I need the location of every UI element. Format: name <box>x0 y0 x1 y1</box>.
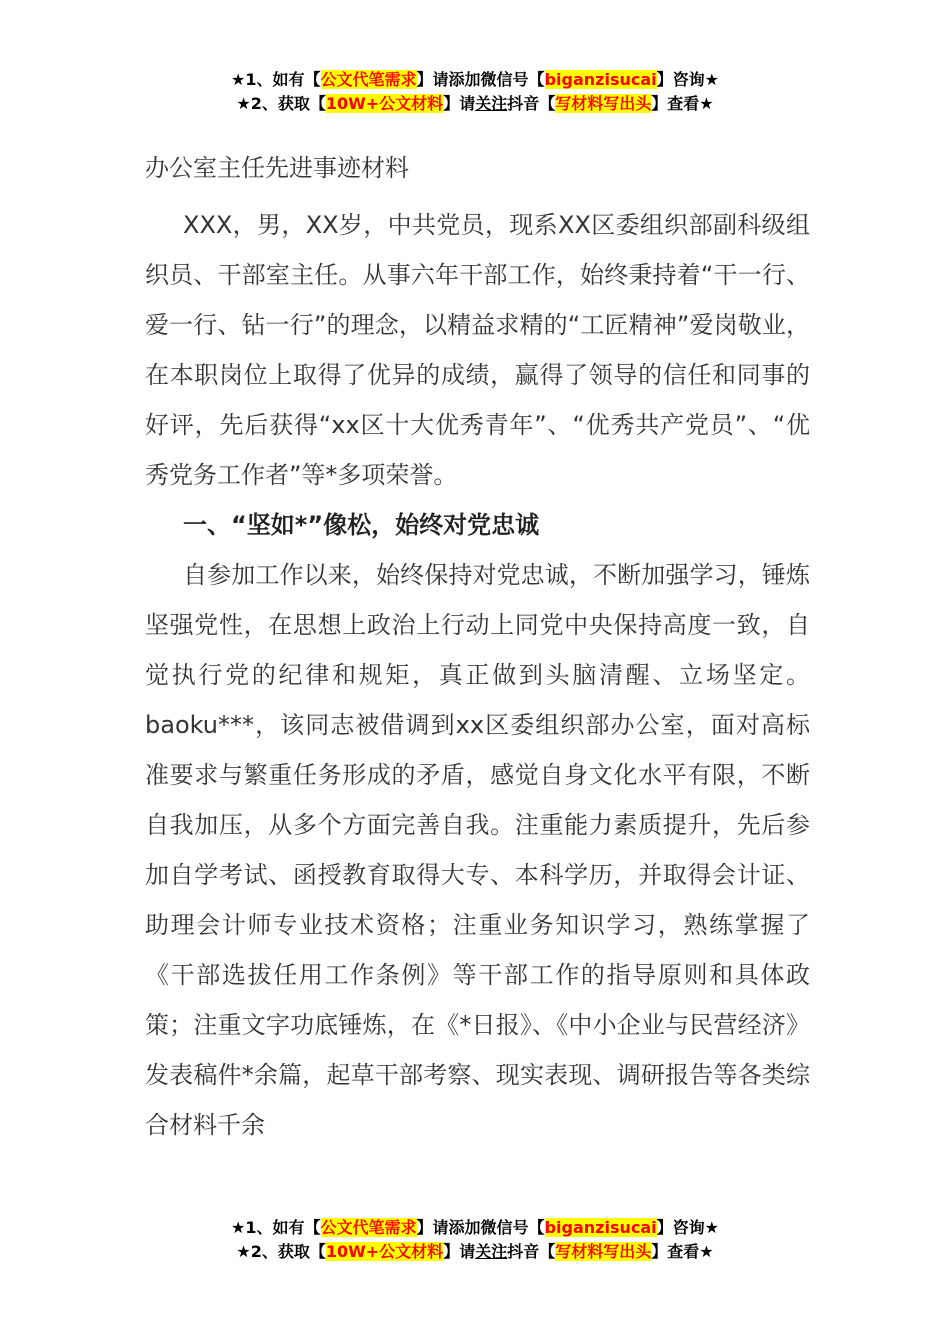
footer-highlight-service: 公文代笔需求 <box>320 1218 417 1237</box>
footer-line-2-emph: 关注 <box>475 1242 508 1261</box>
footer-banner <box>0 1216 950 1264</box>
section-1-heading: 一、“坚如*”像松，始终对党忠诚 <box>183 511 540 539</box>
banner-line-2 <box>0 92 950 116</box>
footer-highlight-douyin: 写材料写出头 <box>555 1242 652 1261</box>
footer-highlight-materials: 10W+公文材料 <box>325 1242 444 1261</box>
banner-highlight-wechat: biganzisucai <box>544 70 657 89</box>
footer-line-1-prefix: ★1、如有【 <box>231 1218 321 1237</box>
footer-line-1-mid: 】请添加 <box>416 1218 481 1237</box>
banner-line-1-mid2: 【 <box>528 70 545 89</box>
section-1-paragraph: 自参加工作以来，始终保持对党忠诚，不断加强学习，锤炼坚强党性，在思想上政治上行动上同党中央保持高度一致，自觉执行党的纪律和规矩，真正做到头脑清醒、立场坚定。baoku***，该同志被借调到xx区委组织部办公室，面对高标准要求与繁重任务形成的矛盾，感觉自身文化水平有限，不断自我加压，从多个方面完善自我。注重能力素质提升，先后参加自学考试、函授教育取得大专、本科学历，并取得会计证、助理会计师专业技术资格；注重业务知识学习，熟练掌握了《干部选拔任用工作条例》等干部工作的指导原则和具体政策；注重文字功底锤炼，在《*日报》、《中小企业与民营经济》发表稿件*余篇，起草干部考察、现实表现、调研报告等各类综合材料千余 <box>145 561 810 1139</box>
banner-line-1-emph: 微信号 <box>480 70 529 89</box>
intro-paragraph: XXX，男，XX岁，中共党员，现系XX区委组织部副科级组织员、干部室主任。从事六年干部工作，始终秉持着“干一行、爱一行、钻一行”的理念，以精益求精的“工匠精神”爱岗敬业，在本职岗位上取得了优异的成绩，赢得了领导的信任和同事的好评，先后获得“xx区十大优秀青年”、“优秀共产党员”、“优秀党务工作者”等*多项荣誉。 <box>145 211 810 489</box>
footer-banner-line-2 <box>0 1240 950 1264</box>
banner-line-2-mid: 】请 <box>443 94 476 113</box>
footer-line-1-emph: 微信号 <box>480 1218 529 1237</box>
document-title: 办公室主任先进事迹材料 <box>145 154 409 182</box>
header-banner <box>0 68 950 116</box>
banner-line-1 <box>0 68 950 92</box>
footer-highlight-wechat: biganzisucai <box>544 1218 657 1237</box>
banner-line-1-suffix: 】咨询★ <box>656 70 719 89</box>
banner-highlight-douyin: 写材料写出头 <box>555 94 652 113</box>
banner-highlight-materials: 10W+公文材料 <box>325 94 444 113</box>
banner-line-2-emph: 关注 <box>475 94 508 113</box>
banner-highlight-service: 公文代笔需求 <box>320 70 417 89</box>
footer-banner-line-1 <box>0 1216 950 1240</box>
document-body <box>145 150 810 1150</box>
banner-line-1-mid: 】请添加 <box>416 70 481 89</box>
banner-line-2-mid2: 抖音【 <box>507 94 556 113</box>
banner-line-1-prefix: ★1、如有【 <box>231 70 321 89</box>
footer-line-1-mid2: 【 <box>528 1218 545 1237</box>
banner-line-2-suffix: 】查看★ <box>651 94 714 113</box>
footer-line-1-suffix: 】咨询★ <box>656 1218 719 1237</box>
footer-line-2-mid2: 抖音【 <box>507 1242 556 1261</box>
footer-line-2-suffix: 】查看★ <box>651 1242 714 1261</box>
footer-line-2-mid: 】请 <box>443 1242 476 1261</box>
banner-line-2-prefix: ★2、获取【 <box>236 94 326 113</box>
footer-line-2-prefix: ★2、获取【 <box>236 1242 326 1261</box>
